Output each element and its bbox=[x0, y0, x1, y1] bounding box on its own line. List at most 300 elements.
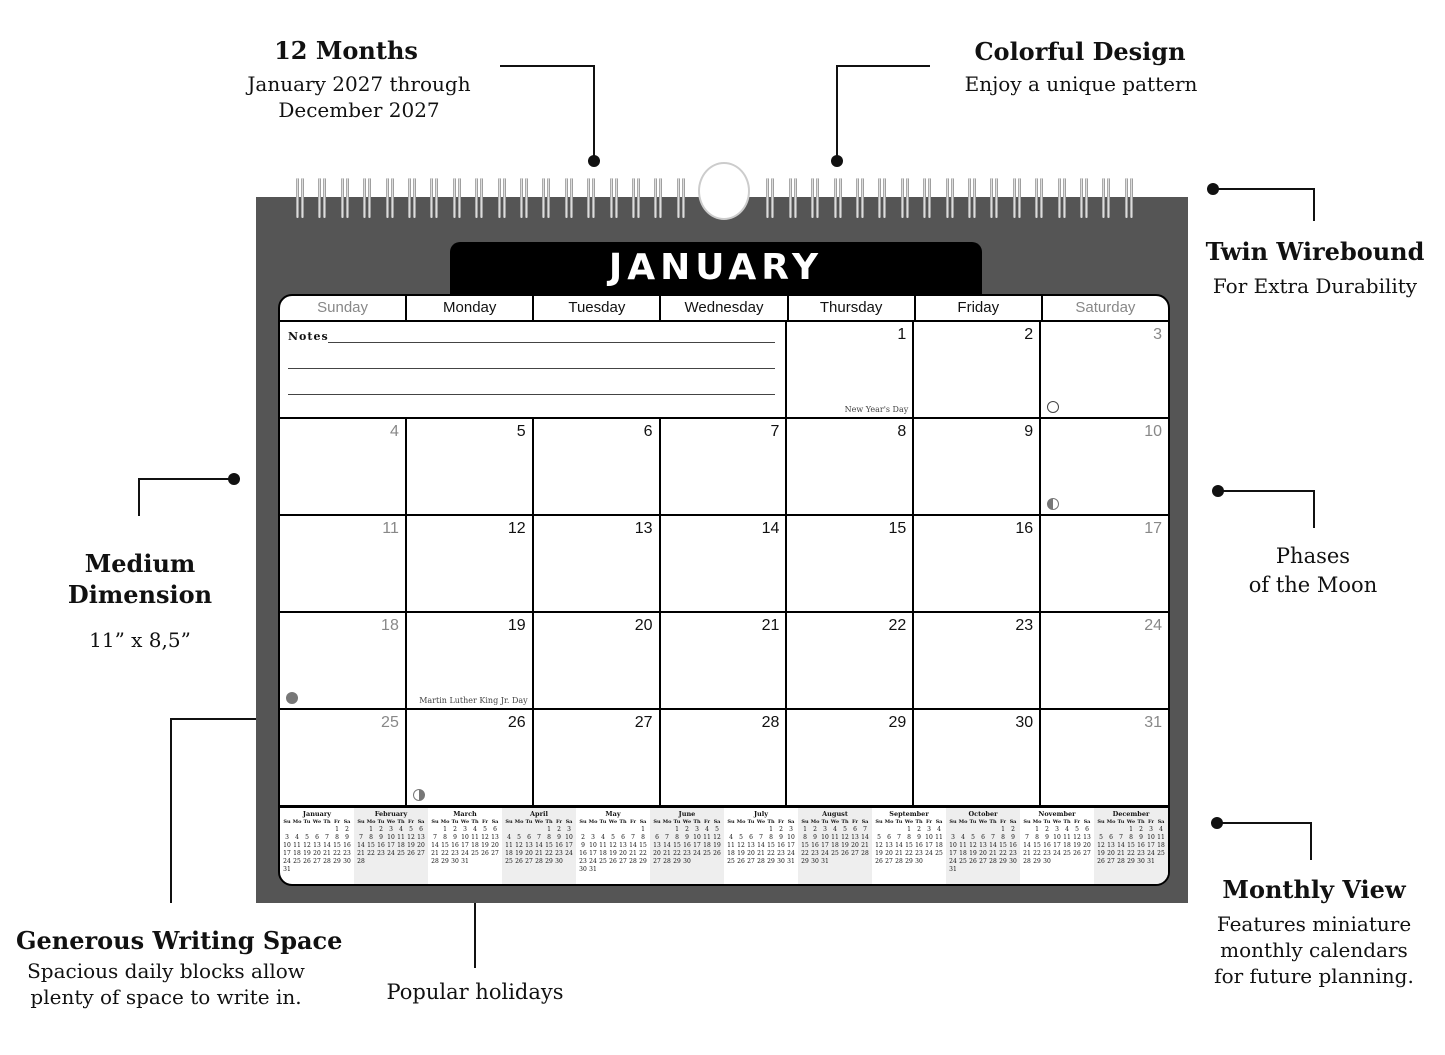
mini-day: 13 bbox=[313, 842, 321, 849]
mini-day: 17 bbox=[461, 842, 469, 849]
callout-monthly-sub-2: monthly calendars bbox=[1220, 938, 1408, 962]
day-cell[interactable] bbox=[1041, 322, 1168, 419]
mini-day: 19 bbox=[875, 850, 883, 857]
mini-day: 25 bbox=[397, 850, 405, 857]
mini-day: 6 bbox=[887, 834, 891, 841]
mini-day: 9 bbox=[813, 834, 817, 841]
mini-day: 3 bbox=[823, 826, 827, 833]
callout-medium-title-1: Medium bbox=[84, 549, 196, 578]
mini-day: 10 bbox=[283, 842, 291, 849]
mini-day: 7 bbox=[1025, 834, 1029, 841]
mini-weekday: Sa bbox=[787, 819, 795, 825]
mini-day: 23 bbox=[343, 850, 351, 857]
mini-day: 23 bbox=[579, 858, 587, 865]
callout-medium-sub: 11” x 8,5” bbox=[89, 628, 191, 652]
day-cell[interactable] bbox=[787, 322, 914, 419]
mini-day: 8 bbox=[369, 834, 373, 841]
mini-day bbox=[564, 858, 574, 866]
day-cell[interactable] bbox=[661, 419, 788, 516]
mini-day: 20 bbox=[653, 850, 661, 857]
callout-holidays-title: Popular holidays bbox=[386, 980, 564, 1004]
mini-day: 15 bbox=[673, 842, 681, 849]
mini-day bbox=[978, 826, 988, 834]
mini-day: 16 bbox=[579, 850, 587, 857]
mini-day bbox=[608, 826, 618, 834]
mini-day: 12 bbox=[713, 834, 721, 841]
mini-day: 25 bbox=[703, 850, 711, 857]
mini-day: 14 bbox=[989, 842, 997, 849]
notes-line bbox=[288, 368, 775, 369]
mini-week-row bbox=[800, 850, 870, 858]
mini-day bbox=[598, 866, 608, 874]
mini-day: 15 bbox=[333, 842, 341, 849]
mini-day: 31 bbox=[821, 858, 829, 865]
binding-ring bbox=[475, 178, 483, 218]
mini-week-row bbox=[578, 834, 648, 842]
mini-day: 30 bbox=[555, 858, 563, 865]
mini-day: 13 bbox=[619, 842, 627, 849]
mini-day bbox=[514, 826, 524, 834]
mini-day: 3 bbox=[951, 834, 955, 841]
mini-day: 29 bbox=[639, 858, 647, 865]
day-cell[interactable] bbox=[534, 516, 661, 613]
day-cell[interactable] bbox=[661, 613, 788, 710]
mini-day: 9 bbox=[345, 834, 349, 841]
mini-day: 11 bbox=[1157, 834, 1165, 841]
mini-day: 7 bbox=[325, 834, 329, 841]
mini-day bbox=[470, 858, 480, 866]
mini-day: 4 bbox=[961, 834, 965, 841]
day-cell[interactable] bbox=[407, 613, 534, 710]
mini-day: 22 bbox=[905, 850, 913, 857]
mini-day bbox=[504, 826, 514, 834]
day-cell[interactable] bbox=[407, 710, 534, 807]
day-cell[interactable] bbox=[534, 419, 661, 516]
mini-day bbox=[376, 858, 386, 866]
mini-calendar-january bbox=[280, 808, 354, 886]
mini-day: 11 bbox=[599, 842, 607, 849]
mini-day: 16 bbox=[915, 842, 923, 849]
month-title: JANUARY bbox=[608, 247, 824, 288]
binding-ring bbox=[453, 178, 461, 218]
mini-day: 5 bbox=[483, 826, 487, 833]
mini-calendars bbox=[280, 806, 1168, 886]
mini-week-row bbox=[282, 858, 352, 866]
mini-weekday: Su bbox=[653, 819, 661, 825]
mini-day: 23 bbox=[811, 850, 819, 857]
day-cell[interactable] bbox=[914, 613, 1041, 710]
mini-calendar-july bbox=[724, 808, 798, 886]
day-cell[interactable] bbox=[407, 419, 534, 516]
mini-weekday: Su bbox=[875, 819, 883, 825]
mini-day: 11 bbox=[703, 834, 711, 841]
mini-day: 8 bbox=[443, 834, 447, 841]
mini-day: 17 bbox=[1053, 842, 1061, 849]
day-number: 2 bbox=[1024, 326, 1034, 343]
mini-day: 17 bbox=[949, 850, 957, 857]
day-cell[interactable] bbox=[1041, 710, 1168, 807]
mini-day: 15 bbox=[441, 842, 449, 849]
day-cell[interactable] bbox=[661, 710, 788, 807]
mini-day: 1 bbox=[443, 826, 447, 833]
mini-day: 21 bbox=[989, 850, 997, 857]
mini-weekday: We bbox=[756, 819, 766, 825]
mini-day: 5 bbox=[409, 826, 413, 833]
day-cell[interactable] bbox=[787, 710, 914, 807]
day-cell[interactable] bbox=[914, 322, 1041, 419]
mini-day: 8 bbox=[1129, 834, 1133, 841]
mini-day bbox=[988, 826, 998, 834]
mini-day: 23 bbox=[1009, 850, 1017, 857]
mini-day bbox=[322, 826, 332, 834]
mini-weekday: Tu bbox=[969, 819, 977, 825]
mini-weekday: Fr bbox=[777, 819, 785, 825]
mini-day: 20 bbox=[885, 850, 893, 857]
mini-day bbox=[874, 826, 884, 834]
mini-day: 22 bbox=[767, 850, 775, 857]
mini-day bbox=[884, 826, 894, 834]
day-cell[interactable] bbox=[787, 613, 914, 710]
day-cell[interactable] bbox=[787, 516, 914, 613]
mini-day: 10 bbox=[693, 834, 701, 841]
mini-day: 15 bbox=[367, 842, 375, 849]
mini-day: 15 bbox=[545, 842, 553, 849]
mini-day: 18 bbox=[505, 850, 513, 857]
mini-day: 27 bbox=[979, 858, 987, 865]
mini-day: 14 bbox=[323, 842, 331, 849]
mini-day bbox=[652, 826, 662, 834]
day-number: 23 bbox=[1015, 617, 1034, 634]
mini-day: 28 bbox=[1023, 858, 1031, 865]
mini-day: 26 bbox=[713, 850, 721, 857]
day-cell[interactable] bbox=[1041, 613, 1168, 710]
mini-day: 6 bbox=[527, 834, 531, 841]
mini-day: 14 bbox=[1023, 842, 1031, 849]
mini-day: 25 bbox=[471, 850, 479, 857]
mini-day: 25 bbox=[1063, 850, 1071, 857]
mini-day: 29 bbox=[767, 858, 775, 865]
mini-weekday: Mo bbox=[736, 819, 746, 825]
mini-day bbox=[638, 866, 648, 874]
mini-weekday: We bbox=[608, 819, 618, 825]
day-cell[interactable] bbox=[787, 419, 914, 516]
day-cell[interactable] bbox=[1041, 516, 1168, 613]
mini-day bbox=[756, 826, 766, 834]
mini-month-name: April bbox=[530, 810, 548, 818]
mini-day: 13 bbox=[1107, 842, 1115, 849]
mini-weekday: Th bbox=[471, 819, 479, 825]
mini-week-row bbox=[282, 826, 352, 834]
mini-day bbox=[726, 826, 736, 834]
mini-day: 16 bbox=[811, 842, 819, 849]
day-cell[interactable] bbox=[534, 613, 661, 710]
mini-weekday: We bbox=[1126, 819, 1136, 825]
mini-day: 21 bbox=[1117, 850, 1125, 857]
day-cell[interactable] bbox=[534, 710, 661, 807]
day-cell[interactable] bbox=[280, 419, 407, 516]
mini-day bbox=[1116, 826, 1126, 834]
mini-day: 23 bbox=[683, 850, 691, 857]
mini-day: 22 bbox=[333, 850, 341, 857]
mini-day: 6 bbox=[419, 826, 423, 833]
mini-week-row bbox=[800, 842, 870, 850]
mini-day: 16 bbox=[683, 842, 691, 849]
mini-day: 19 bbox=[303, 850, 311, 857]
mini-day: 4 bbox=[399, 826, 403, 833]
mini-day bbox=[958, 866, 968, 874]
holiday-label: Martin Luther King Jr. Day bbox=[419, 696, 528, 705]
mini-day: 11 bbox=[471, 834, 479, 841]
mini-day: 28 bbox=[323, 858, 331, 865]
callout-writing-title: Generous Writing Space bbox=[16, 926, 343, 955]
binding-ring bbox=[542, 178, 550, 218]
mini-day: 2 bbox=[557, 826, 561, 833]
mini-day bbox=[302, 866, 312, 874]
mini-day: 21 bbox=[323, 850, 331, 857]
mini-day: 20 bbox=[979, 850, 987, 857]
mini-day: 29 bbox=[673, 858, 681, 865]
day-cell[interactable] bbox=[280, 516, 407, 613]
mini-weekday: Mo bbox=[1106, 819, 1116, 825]
mini-day: 30 bbox=[811, 858, 819, 865]
mini-day bbox=[490, 858, 500, 866]
mini-day: 10 bbox=[387, 834, 395, 841]
mini-day: 3 bbox=[1055, 826, 1059, 833]
mini-day: 21 bbox=[895, 850, 903, 857]
mini-week-row bbox=[1096, 858, 1166, 866]
mini-day: 28 bbox=[757, 858, 765, 865]
mini-day: 8 bbox=[675, 834, 679, 841]
mini-day bbox=[924, 858, 934, 866]
mini-day: 17 bbox=[821, 842, 829, 849]
mini-day: 17 bbox=[589, 850, 597, 857]
mini-week-row bbox=[948, 842, 1018, 850]
mini-weekday: Mo bbox=[366, 819, 376, 825]
mini-day: 20 bbox=[313, 850, 321, 857]
mini-day: 25 bbox=[727, 858, 735, 865]
mini-day: 19 bbox=[481, 842, 489, 849]
callout-12-months-sub-2: December 2027 bbox=[278, 98, 440, 122]
mini-weekday-row bbox=[356, 818, 426, 826]
mini-week-row bbox=[282, 834, 352, 842]
mini-day: 28 bbox=[357, 858, 365, 865]
mini-day: 22 bbox=[639, 850, 647, 857]
mini-week-row bbox=[430, 858, 500, 866]
mini-day: 20 bbox=[851, 842, 859, 849]
callout-monthly-sub-3: for future planning. bbox=[1214, 964, 1414, 988]
mini-day: 30 bbox=[1137, 858, 1145, 865]
mini-day: 12 bbox=[1097, 842, 1105, 849]
mini-day: 29 bbox=[441, 858, 449, 865]
mini-day: 15 bbox=[999, 842, 1007, 849]
mini-day: 12 bbox=[481, 834, 489, 841]
mini-weekday: Th bbox=[323, 819, 331, 825]
mini-day: 5 bbox=[611, 834, 615, 841]
callout-medium-title-2: Dimension bbox=[67, 580, 213, 609]
day-cell[interactable] bbox=[914, 419, 1041, 516]
mini-day: 2 bbox=[1045, 826, 1049, 833]
binding-ring bbox=[856, 178, 864, 218]
mini-weekday: Mo bbox=[588, 819, 598, 825]
mini-day: 3 bbox=[463, 826, 467, 833]
binding-ring bbox=[901, 178, 909, 218]
mini-day: 30 bbox=[683, 858, 691, 865]
mini-day bbox=[712, 858, 722, 866]
mini-day: 8 bbox=[335, 834, 339, 841]
mini-day: 17 bbox=[693, 842, 701, 849]
mini-day: 27 bbox=[491, 850, 499, 857]
mini-day: 26 bbox=[609, 858, 617, 865]
mini-month-name: May bbox=[605, 810, 621, 818]
mini-day bbox=[1156, 858, 1166, 866]
holiday-label: New Year's Day bbox=[844, 405, 909, 414]
mini-weekday: Tu bbox=[895, 819, 903, 825]
day-cell[interactable] bbox=[407, 516, 534, 613]
mini-week-row bbox=[726, 834, 796, 842]
mini-day: 16 bbox=[1043, 842, 1051, 849]
mini-day bbox=[702, 858, 712, 866]
mini-weekday: We bbox=[312, 819, 322, 825]
notes-label: Notes bbox=[288, 330, 329, 343]
mini-week-row bbox=[874, 858, 944, 866]
mini-day: 22 bbox=[441, 850, 449, 857]
mini-day: 3 bbox=[927, 826, 931, 833]
mini-week-row bbox=[874, 826, 944, 834]
mini-day: 5 bbox=[1099, 834, 1103, 841]
notes-line bbox=[328, 342, 775, 343]
mini-week-row bbox=[948, 850, 1018, 858]
mini-week-row bbox=[948, 826, 1018, 834]
mini-day: 29 bbox=[801, 858, 809, 865]
mini-day: 14 bbox=[431, 842, 439, 849]
mini-weekday: Th bbox=[693, 819, 701, 825]
mini-day: 27 bbox=[747, 858, 755, 865]
mini-day bbox=[1082, 858, 1092, 866]
mini-day: 10 bbox=[461, 834, 469, 841]
mini-day bbox=[618, 866, 628, 874]
mini-weekday: Fr bbox=[851, 819, 859, 825]
mini-day: 13 bbox=[851, 834, 859, 841]
mini-week-row bbox=[800, 858, 870, 866]
mini-day: 28 bbox=[989, 858, 997, 865]
mini-day: 24 bbox=[1147, 850, 1155, 857]
mini-day: 3 bbox=[1149, 826, 1153, 833]
mini-day: 3 bbox=[389, 826, 393, 833]
mini-day: 27 bbox=[1083, 850, 1091, 857]
mini-day: 3 bbox=[591, 834, 595, 841]
mini-day: 12 bbox=[737, 842, 745, 849]
new-moon-icon bbox=[286, 692, 298, 704]
mini-day bbox=[736, 826, 746, 834]
mini-week-row bbox=[1096, 826, 1166, 834]
mini-day: 13 bbox=[653, 842, 661, 849]
mini-weekday: Fr bbox=[925, 819, 933, 825]
mini-day: 31 bbox=[949, 866, 957, 873]
mini-day: 18 bbox=[703, 842, 711, 849]
full-moon-icon bbox=[1047, 401, 1059, 413]
callout-wirebound-title: Twin Wirebound bbox=[1205, 237, 1425, 266]
mini-day: 18 bbox=[935, 842, 943, 849]
mini-day: 10 bbox=[1147, 834, 1155, 841]
day-cell[interactable] bbox=[280, 710, 407, 807]
mini-day: 2 bbox=[917, 826, 921, 833]
mini-weekday: We bbox=[460, 819, 470, 825]
mini-day: 4 bbox=[729, 834, 733, 841]
mini-day bbox=[628, 866, 638, 874]
mini-day: 27 bbox=[1107, 858, 1115, 865]
mini-day bbox=[692, 858, 702, 866]
day-number: 3 bbox=[1153, 326, 1162, 343]
mini-day: 22 bbox=[367, 850, 375, 857]
day-cell[interactable] bbox=[1041, 419, 1168, 516]
mini-weekday: Tu bbox=[747, 819, 755, 825]
mini-month-name: September bbox=[889, 810, 929, 818]
mini-week-row bbox=[504, 834, 574, 842]
mini-day bbox=[578, 826, 588, 834]
mini-weekday: Su bbox=[801, 819, 809, 825]
mini-day: 29 bbox=[1127, 858, 1135, 865]
mini-weekday: Sa bbox=[565, 819, 573, 825]
mini-day bbox=[430, 826, 440, 834]
mini-weekday-row bbox=[1022, 818, 1092, 826]
mini-week-row bbox=[430, 850, 500, 858]
notes-block[interactable] bbox=[280, 322, 787, 419]
mini-day: 23 bbox=[555, 850, 563, 857]
mini-week-row bbox=[282, 866, 352, 874]
mini-day: 29 bbox=[905, 858, 913, 865]
mini-day: 15 bbox=[1127, 842, 1135, 849]
mini-day: 24 bbox=[787, 850, 795, 857]
mini-day: 5 bbox=[877, 834, 881, 841]
mini-day: 1 bbox=[675, 826, 679, 833]
mini-calendar-december bbox=[1094, 808, 1168, 886]
mini-week-row bbox=[430, 834, 500, 842]
mini-day bbox=[1072, 858, 1082, 866]
mini-day: 7 bbox=[863, 826, 867, 833]
mini-day bbox=[322, 866, 332, 874]
day-cell[interactable] bbox=[661, 516, 788, 613]
mini-day: 7 bbox=[433, 834, 437, 841]
mini-week-row bbox=[652, 842, 722, 850]
mini-day: 12 bbox=[875, 842, 883, 849]
mini-month-name: July bbox=[753, 810, 769, 818]
mini-day: 1 bbox=[369, 826, 373, 833]
last-moon-icon bbox=[1047, 498, 1059, 510]
mini-day: 9 bbox=[779, 834, 783, 841]
mini-day: 20 bbox=[525, 850, 533, 857]
mini-day: 2 bbox=[685, 826, 689, 833]
mini-day: 14 bbox=[861, 834, 869, 841]
mini-weekday: Mo bbox=[1032, 819, 1042, 825]
callout-wirebound-sub: For Extra Durability bbox=[1212, 274, 1418, 298]
mini-day: 14 bbox=[629, 842, 637, 849]
binding-ring bbox=[677, 178, 685, 218]
mini-day bbox=[588, 826, 598, 834]
mini-day: 4 bbox=[1065, 826, 1069, 833]
mini-day: 5 bbox=[305, 834, 309, 841]
day-number: 4 bbox=[389, 423, 399, 440]
mini-day: 24 bbox=[693, 850, 701, 857]
binding-ring bbox=[498, 178, 506, 218]
day-cell[interactable] bbox=[914, 710, 1041, 807]
mini-day: 5 bbox=[843, 826, 847, 833]
mini-day: 9 bbox=[379, 834, 383, 841]
day-cell[interactable] bbox=[280, 613, 407, 710]
mini-day bbox=[1062, 858, 1072, 866]
day-cell[interactable] bbox=[914, 516, 1041, 613]
mini-day: 1 bbox=[769, 826, 773, 833]
mini-day: 18 bbox=[599, 850, 607, 857]
